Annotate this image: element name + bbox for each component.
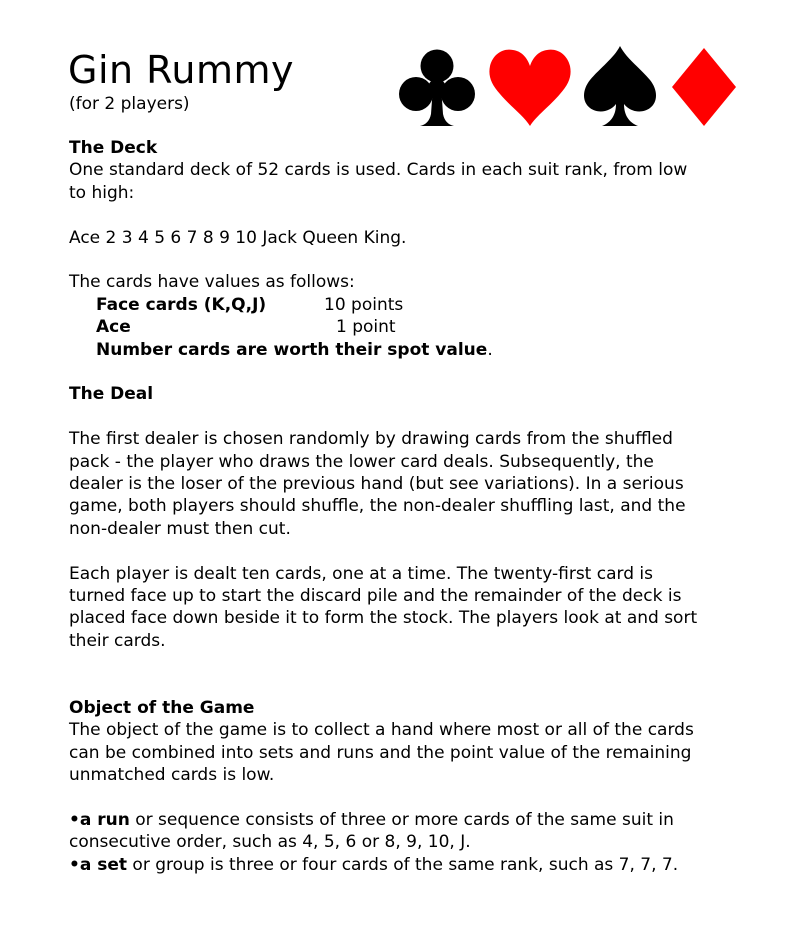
deal-para2-line: their cards. [69,630,166,651]
deal-para1-line: pack - the player who draws the lower card deals. Subsequently, the [69,451,654,472]
deal-para2-line: Each player is dealt ten cards, one at a time. The twenty-first card is [69,563,653,584]
deal-para2-line: placed face down beside it to form the stock. The players look at and sort [69,608,698,629]
set-definition: •a set or group is three or four cards of the same rank, such as 7, 7, 7. [69,854,679,875]
object-line: unmatched cards is low. [69,765,275,786]
card-suits-illustration [396,44,741,130]
run-term: •a run [69,810,130,831]
face-cards-value: 10 points [324,294,404,315]
page-subtitle: (for 2 players) [69,94,190,114]
rank-order: Ace 2 3 4 5 6 7 8 9 10 Jack Queen King. [69,227,407,248]
ace-label: Ace [96,317,131,338]
ace-value: 1 point [336,317,396,338]
deal-para1-line: dealer is the loser of the previous hand (but see variations). In a serious [69,473,684,494]
face-cards-label: Face cards (K,Q,J) [96,294,267,315]
deal-para1-line: game, both players should shuffle, the non-dealer shuffling last, and the [69,496,686,517]
face-cards-row [69,294,749,316]
deal-para2-line: turned face up to start the discard pile and the remainder of the deck is [69,586,682,606]
set-term: •a set [69,854,128,875]
run-definition: •a run or sequence consists of three or more cards of the same suit in [69,810,674,831]
club-icon [396,44,478,130]
deal-para1-line: non-dealer must then cut. [69,518,291,539]
deal-para1-line: The first dealer is chosen randomly by drawing cards from the shuffled [69,429,673,450]
rules-content [69,137,749,876]
object-line: can be combined into sets and runs and the point value of the remaining [69,742,692,763]
number-cards-text: Number cards are worth their spot value [96,339,488,360]
heart-icon [488,44,572,130]
deck-line-2: to high: [69,182,135,203]
object-heading: Object of the Game [69,698,255,718]
number-cards-row: Number cards are worth their spot value. [96,339,493,360]
values-intro: The cards have values as follows: [69,272,355,293]
spade-icon [582,44,658,130]
deal-heading: The Deal [69,384,154,405]
run-definition-line-2: consecutive order, such as 4, 5, 6 or 8, 9, 10, J. [69,832,471,853]
ace-row [69,316,749,338]
diamond-icon [670,44,738,130]
object-line: The object of the game is to collect a hand where most or all of the cards [69,720,694,741]
deck-line-1: One standard deck of 52 cards is used. Cards in each suit rank, from low [69,160,688,181]
deck-heading: The Deck [69,138,158,158]
page-title: Gin Rummy [68,48,294,92]
